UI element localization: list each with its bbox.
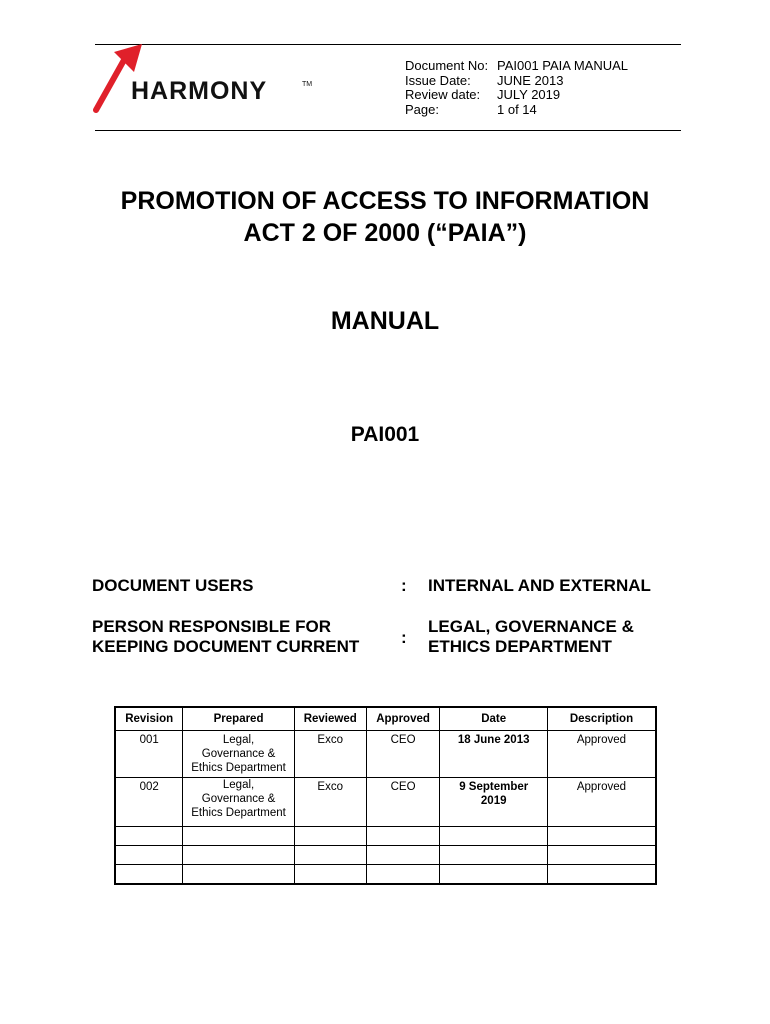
- cell-line: 18 June 2013: [457, 734, 530, 746]
- field-label-person-responsible-1: PERSON RESPONSIBLE FOR: [92, 617, 331, 636]
- field-label-document-users: DOCUMENT USERS: [92, 576, 254, 595]
- empty-cell: [294, 827, 366, 846]
- cell-revision: 002: [115, 778, 183, 827]
- meta-value: JULY 2019: [497, 87, 561, 102]
- empty-cell: [294, 846, 366, 865]
- logo-trademark: TM: [302, 81, 313, 88]
- meta-label: Issue Date:: [405, 72, 471, 88]
- cell-description: Approved: [547, 731, 656, 778]
- table-row-empty: [115, 865, 656, 885]
- empty-cell: [366, 827, 440, 846]
- harmony-logo: [90, 44, 313, 116]
- empty-cell: [115, 827, 183, 846]
- empty-cell: [183, 846, 294, 865]
- cell-approved: CEO: [366, 731, 440, 778]
- document-title-line-1: PROMOTION OF ACCESS TO INFORMATION: [120, 187, 650, 215]
- table-row: [115, 731, 656, 778]
- document-meta: [405, 59, 628, 117]
- meta-row-page: [405, 103, 628, 118]
- cell-reviewed: Exco: [294, 778, 366, 827]
- cell-approved: CEO: [366, 778, 440, 827]
- document-subtitle: MANUAL: [330, 307, 440, 335]
- field-value-department-2: ETHICS DEPARTMENT: [428, 637, 612, 656]
- column-header-approved: Approved: [366, 707, 440, 731]
- empty-cell: [366, 846, 440, 865]
- field-value-department-1: LEGAL, GOVERNANCE &: [428, 617, 634, 636]
- column-header-date: Date: [440, 707, 547, 731]
- field-value-document-users: INTERNAL AND EXTERNAL: [428, 576, 651, 595]
- cell-description: Approved: [547, 778, 656, 827]
- column-header-prepared: Prepared: [183, 707, 294, 731]
- empty-cell: [440, 827, 547, 846]
- meta-label: Page:: [405, 101, 439, 117]
- cell-line: Ethics Department: [191, 762, 286, 774]
- table-row: [115, 778, 656, 827]
- header-bottom-rule: [95, 130, 681, 131]
- meta-value: PAI001 PAIA MANUAL: [497, 58, 629, 73]
- cell-revision: 001: [115, 731, 183, 778]
- column-header-description: Description: [547, 707, 656, 731]
- cell-prepared: [183, 731, 294, 778]
- logo-wordmark: HARMONY: [131, 77, 268, 105]
- revision-table: [114, 706, 657, 885]
- cell-line: 2019: [480, 795, 507, 807]
- cell-reviewed: Exco: [294, 731, 366, 778]
- field-colon: :: [401, 628, 407, 647]
- table-row-empty: [115, 846, 656, 865]
- cell-date: [440, 731, 547, 778]
- empty-cell: [547, 865, 656, 885]
- column-header-reviewed: Reviewed: [294, 707, 366, 731]
- meta-label: Document No:: [405, 58, 489, 73]
- column-header-revision: Revision: [115, 707, 183, 731]
- meta-value: JUNE 2013: [497, 72, 564, 88]
- cell-line: Governance &: [201, 748, 276, 760]
- meta-label: Review date:: [405, 87, 481, 102]
- cell-line: Governance &: [201, 793, 276, 805]
- document-title-line-2: ACT 2 OF 2000 (“PAIA”): [243, 219, 527, 247]
- empty-cell: [115, 846, 183, 865]
- table-row-empty: [115, 827, 656, 846]
- meta-row-review-date: [405, 88, 628, 103]
- empty-cell: [183, 865, 294, 885]
- field-colon: :: [401, 576, 407, 595]
- cell-date: [440, 778, 547, 827]
- field-label-person-responsible-2: KEEPING DOCUMENT CURRENT: [92, 637, 360, 656]
- document-code: PAI001: [350, 423, 420, 446]
- empty-cell: [440, 865, 547, 885]
- empty-cell: [366, 865, 440, 885]
- empty-cell: [294, 865, 366, 885]
- meta-row-doc-no: [405, 59, 628, 74]
- cell-line: Legal,: [222, 734, 255, 746]
- cell-line: Ethics Department: [191, 807, 286, 819]
- empty-cell: [547, 846, 656, 865]
- table-header-row: [115, 707, 656, 731]
- meta-row-issue-date: [405, 74, 628, 89]
- cell-prepared: [183, 778, 294, 827]
- empty-cell: [115, 865, 183, 885]
- empty-cell: [183, 827, 294, 846]
- empty-cell: [547, 827, 656, 846]
- cell-line: 9 September: [459, 781, 529, 793]
- empty-cell: [440, 846, 547, 865]
- meta-value: 1 of 14: [497, 101, 537, 117]
- cell-line: Legal,: [222, 779, 255, 791]
